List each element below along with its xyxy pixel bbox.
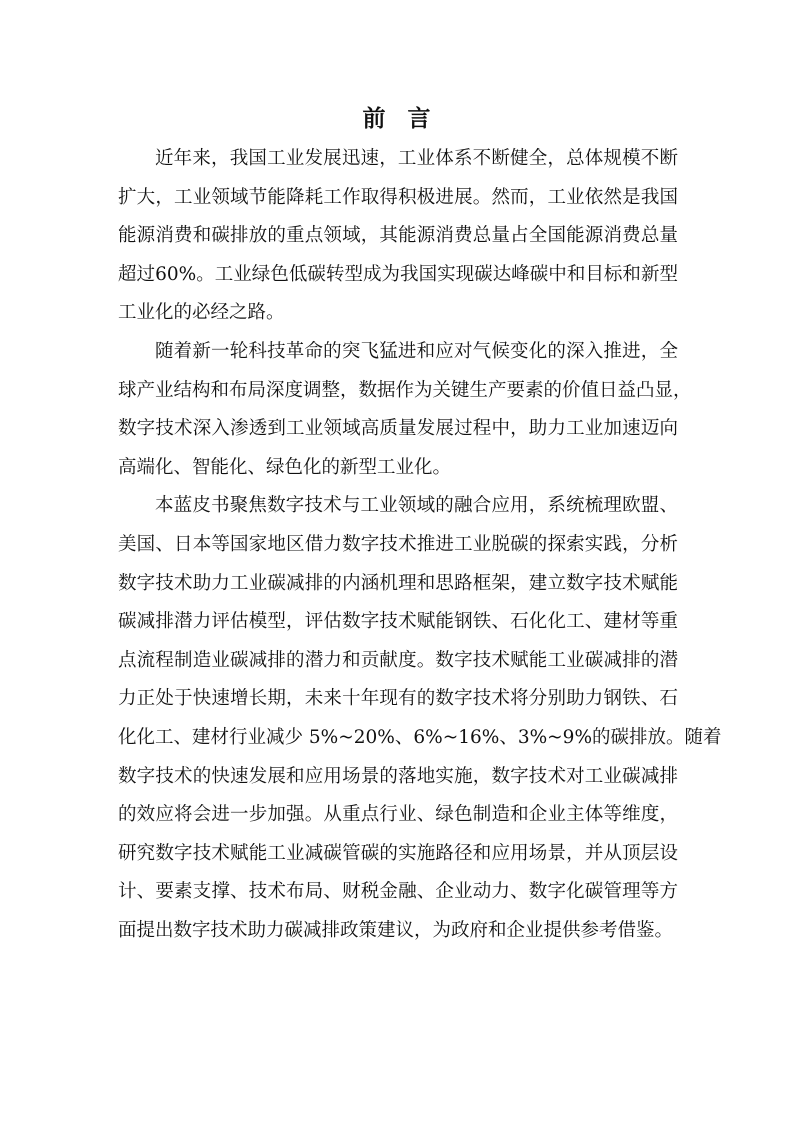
text-line: 高端化、智能化、绿色化的新型工业化。 [118,456,452,478]
text-line: 的效应将会进一步加强。从重点行业、绿色制造和企业主体等维度， [118,804,678,826]
text-line: 力正处于快速增长期，未来十年现有的数字技术将分别助力钢铁、石 [118,688,678,710]
text-line: 扩大，工业领域节能降耗工作取得积极进展。然而，工业依然是我国 [118,186,678,208]
text-line: 计、要素支撑、技术布局、财税金融、企业动力、数字化碳管理等方 [118,881,678,903]
text-line: 本蓝皮书聚焦数字技术与工业领域的融合应用，系统梳理欧盟、 [155,495,678,517]
text-line: 球产业结构和布局深度调整，数据作为关键生产要素的价值日益凸显， [118,379,692,401]
text-line: 随着新一轮科技革命的突飞猛进和应对气候变化的深入推进，全 [155,340,678,362]
paragraph [118,140,678,333]
text-line: 点流程制造业碳减排的潜力和贡献度。数字技术赋能工业碳减排的潜 [118,649,678,671]
body-text [118,140,722,950]
text-line: 化化工、建材行业减少 5%~20%、6%~16%、3%~9%的碳排放。随着 [118,726,722,748]
paragraph [118,487,722,950]
title-char-2: 言 [407,106,431,132]
text-line: 研究数字技术赋能工业减碳管碳的实施路径和应用场景，并从顶层设 [118,842,678,864]
text-line: 美国、日本等国家地区借力数字技术推进工业脱碳的探索实践，分析 [118,533,678,555]
page-title [0,100,793,133]
text-line: 超过60%。工业绿色低碳转型成为我国实现碳达峰碳中和目标和新型 [118,263,678,285]
text-line: 数字技术的快速发展和应用场景的落地实施，数字技术对工业碳减排 [118,765,678,787]
text-line: 工业化的必经之路。 [118,302,285,324]
text-line: 面提出数字技术助力碳减排政策建议，为政府和企业提供参考借鉴。 [118,919,674,941]
text-line: 数字技术助力工业碳减排的内涵机理和思路框架，建立数字技术赋能 [118,572,678,594]
text-line: 能源消费和碳排放的重点领域，其能源消费总量占全国能源消费总量 [118,225,678,247]
text-line: 近年来，我国工业发展迅速，工业体系不断健全，总体规模不断 [155,148,678,169]
text-line: 碳减排潜力评估模型，评估数字技术赋能钢铁、石化化工、建材等重 [118,611,678,633]
title-char-1: 前 [362,106,386,132]
text-line: 数字技术深入渗透到工业领域高质量发展过程中，助力工业加速迈向 [118,418,678,440]
paragraph [118,333,692,487]
